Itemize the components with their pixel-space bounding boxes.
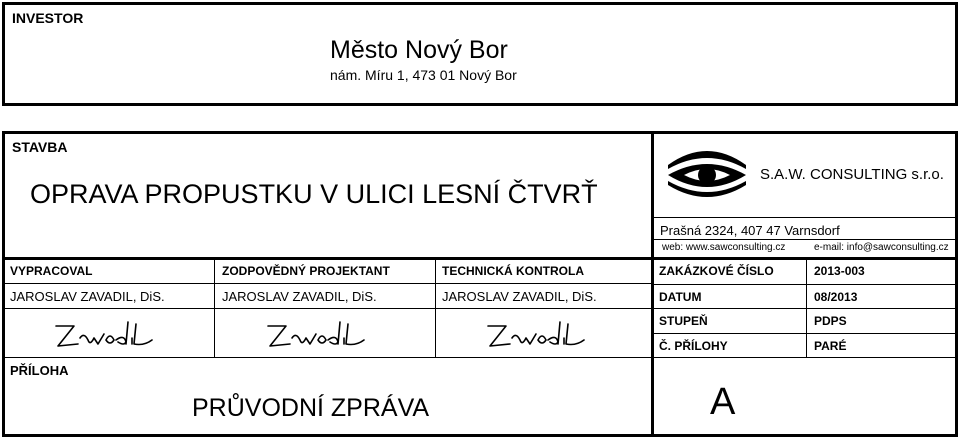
priloha-title: PRŮVODNÍ ZPRÁVA	[192, 394, 430, 422]
priloha-top-rule	[2, 357, 652, 358]
zodpovedny-name: JAROSLAV ZAVADIL, DiS.	[222, 289, 377, 304]
roles-top-rule	[2, 257, 958, 260]
eye-logo-icon	[662, 143, 752, 207]
pare-label: PARÉ	[814, 339, 847, 353]
company-address: Prašná 2324, 407 47 Varnsdorf	[660, 223, 840, 238]
company-web: web: www.sawconsulting.cz	[662, 242, 786, 253]
info-rule-4	[652, 357, 958, 358]
vypracoval-label: VYPRACOVAL	[10, 264, 93, 278]
investor-heading: INVESTOR	[12, 10, 84, 26]
datum-label: DATUM	[659, 290, 702, 304]
investor-address: nám. Míru 1, 473 01 Nový Bor	[330, 67, 517, 83]
zodpovedny-signature	[264, 320, 374, 352]
info-rule-3	[652, 333, 958, 334]
kontrola-signature	[484, 320, 594, 352]
priloha-heading: PŘÍLOHA	[10, 363, 69, 378]
stupen-value: PDPS	[814, 314, 847, 328]
vypracoval-signature	[52, 320, 162, 352]
vypracoval-name: JAROSLAV ZAVADIL, DiS.	[10, 289, 165, 304]
investor-name: Město Nový Bor	[330, 36, 508, 64]
info-rule-2	[652, 308, 958, 309]
kontrola-label: TECHNICKÁ KONTROLA	[442, 264, 584, 278]
stupen-label: STUPEŇ	[659, 314, 708, 328]
kontrola-name: JAROSLAV ZAVADIL, DiS.	[442, 289, 597, 304]
company-rule-1	[652, 217, 958, 218]
roles-name-rule	[2, 283, 652, 284]
priloha-no-label: Č. PŘÍLOHY	[659, 339, 728, 353]
roles-sig-rule	[2, 308, 652, 309]
zakazka-label: ZAKÁZKOVÉ ČÍSLO	[659, 264, 774, 278]
company-email: e-mail: info@sawconsulting.cz	[814, 242, 949, 253]
priloha-no-value: A	[710, 381, 736, 423]
zodpovedny-label: ZODPOVĚDNÝ PROJEKTANT	[222, 264, 390, 278]
datum-value: 08/2013	[814, 290, 858, 304]
info-rule-1	[652, 284, 958, 285]
company-name: S.A.W. CONSULTING s.r.o.	[760, 166, 944, 183]
stavba-title: OPRAVA PROPUSTKU V ULICI LESNÍ ČTVRŤ	[30, 179, 598, 209]
company-rule-2	[652, 239, 958, 240]
zakazka-value: 2013-003	[814, 264, 865, 278]
stavba-heading: STAVBA	[12, 139, 68, 155]
